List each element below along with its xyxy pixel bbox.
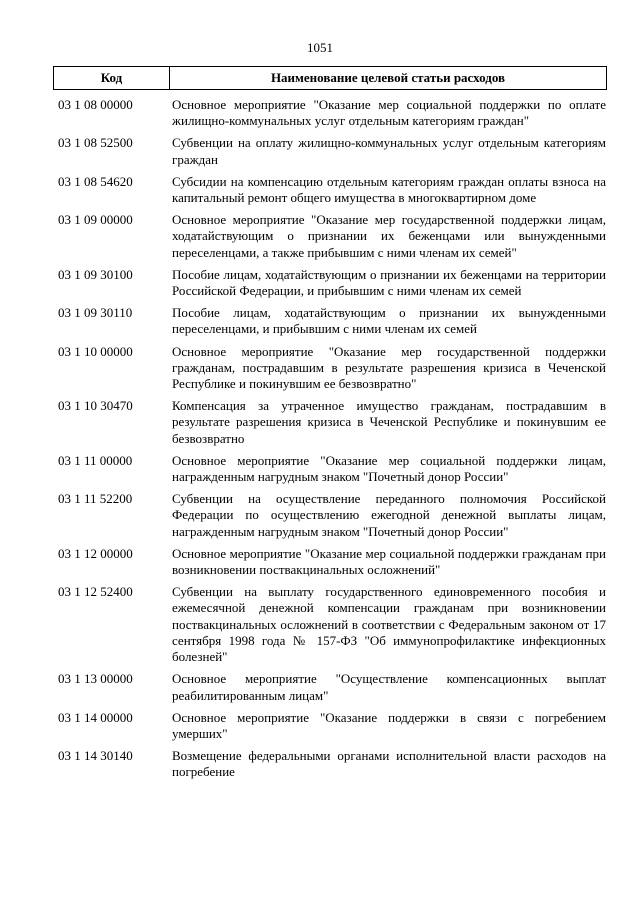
- row-code: 03 1 08 54620: [58, 173, 133, 189]
- table-row: [58, 453, 606, 485]
- row-name: Основное мероприятие "Осуществление компенсационных выплат реабилитированным лицам": [172, 671, 606, 703]
- table-row: [58, 344, 606, 393]
- row-code: 03 1 14 00000: [58, 709, 133, 725]
- row-code: 03 1 10 00000: [58, 343, 133, 359]
- row-name: Возмещение федеральными органами исполнительной власти расходов на погребение: [172, 748, 606, 780]
- row-name: Основное мероприятие "Оказание мер социальной поддержки лицам, награжденным нагрудным знаком "Почетный донор России": [172, 452, 606, 485]
- row-code: 03 1 09 00000: [58, 212, 133, 228]
- row-code: 03 1 12 00000: [58, 545, 133, 561]
- row-name: Основное мероприятие "Оказание мер государственной поддержки гражданам, пострадавшим в результате разрешения кризиса в Чеченской Республике и покинувшим ее безвозвратно": [172, 343, 606, 392]
- row-name: Субсидии на компенсацию отдельным категориям граждан оплаты взноса на капитальный ремонт общего имущества в многоквартирном доме: [172, 173, 606, 206]
- header-name: Наименование целевой статьи расходов: [270, 70, 506, 85]
- row-name: Субвенции на оплату жилищно-коммунальных услуг отдельным категориям граждан: [172, 135, 606, 167]
- table-row: [58, 398, 606, 447]
- row-code: 03 1 08 52500: [58, 135, 133, 151]
- row-code: 03 1 13 00000: [58, 671, 133, 687]
- row-name: Основное мероприятие "Оказание мер государственной поддержки лицам, ходатайствующим о признании их беженцами или вынужденными переселенцами, а также прибывшим с ними членам их семей": [172, 212, 606, 260]
- row-name: Основное мероприятие "Оказание мер социальной поддержки по оплате жилищно-коммунальных услуг отдельным категориям граждан": [172, 97, 606, 129]
- table-row: [58, 212, 606, 261]
- table-row: [58, 748, 606, 780]
- row-name: Пособие лицам, ходатайствующим о признании их беженцами на территории Российской Федерации, и прибывшим с ними членам их семей: [172, 266, 606, 299]
- table-row: [58, 584, 606, 665]
- row-code: 03 1 09 30110: [58, 305, 133, 321]
- page-number: 1051: [307, 40, 333, 55]
- row-code: 03 1 11 52200: [58, 491, 133, 507]
- row-name: Субвенции на осуществление переданного полномочия Российской Федерации по осуществлению ежегодной денежной выплаты лицам, награжденным нагрудным знаком "Почетный донор России": [172, 491, 606, 539]
- header-code: Код: [54, 67, 170, 89]
- row-code: 03 1 08 00000: [58, 97, 133, 112]
- table-row: [58, 267, 606, 299]
- row-name: Компенсация за утраченное имущество гражданам, пострадавшим в результате разрешения кризиса в Чеченской Республике и покинувшим ее безвозвратно: [172, 398, 606, 446]
- table-row: [58, 491, 606, 540]
- row-code: 03 1 12 52400: [58, 584, 133, 600]
- row-name: Основное мероприятие "Оказание поддержки в связи с погребением умерших": [172, 709, 606, 741]
- table-row: [58, 174, 606, 206]
- row-code: 03 1 14 30140: [58, 748, 133, 764]
- table-row: [58, 710, 606, 742]
- table-row: [58, 135, 606, 167]
- table-row: [58, 546, 606, 578]
- table-header: [53, 66, 607, 90]
- row-name: Пособие лицам, ходатайствующим о признании их вынужденными переселенцами, и прибывшим с ними членам их семей: [172, 305, 606, 337]
- table-row: [58, 305, 606, 337]
- row-name: Основное мероприятие "Оказание мер социальной поддержки гражданам при возникновении поствакцинальных осложнений": [172, 545, 606, 578]
- table-row: [58, 671, 606, 703]
- table-row: [58, 97, 606, 129]
- row-code: 03 1 09 30100: [58, 266, 133, 282]
- table-body: [58, 97, 606, 787]
- row-code: 03 1 10 30470: [58, 398, 133, 414]
- row-code: 03 1 11 00000: [58, 452, 133, 468]
- row-name: Субвенции на выплату государственного единовременного пособия и ежемесячной денежной компенсации гражданам при возникновении поствакцинальных осложнений в соответствии с Федеральным законом от 17 сентября 1998 года № 157-ФЗ "Об иммунопрофилактике инфекционных болезней": [172, 584, 606, 665]
